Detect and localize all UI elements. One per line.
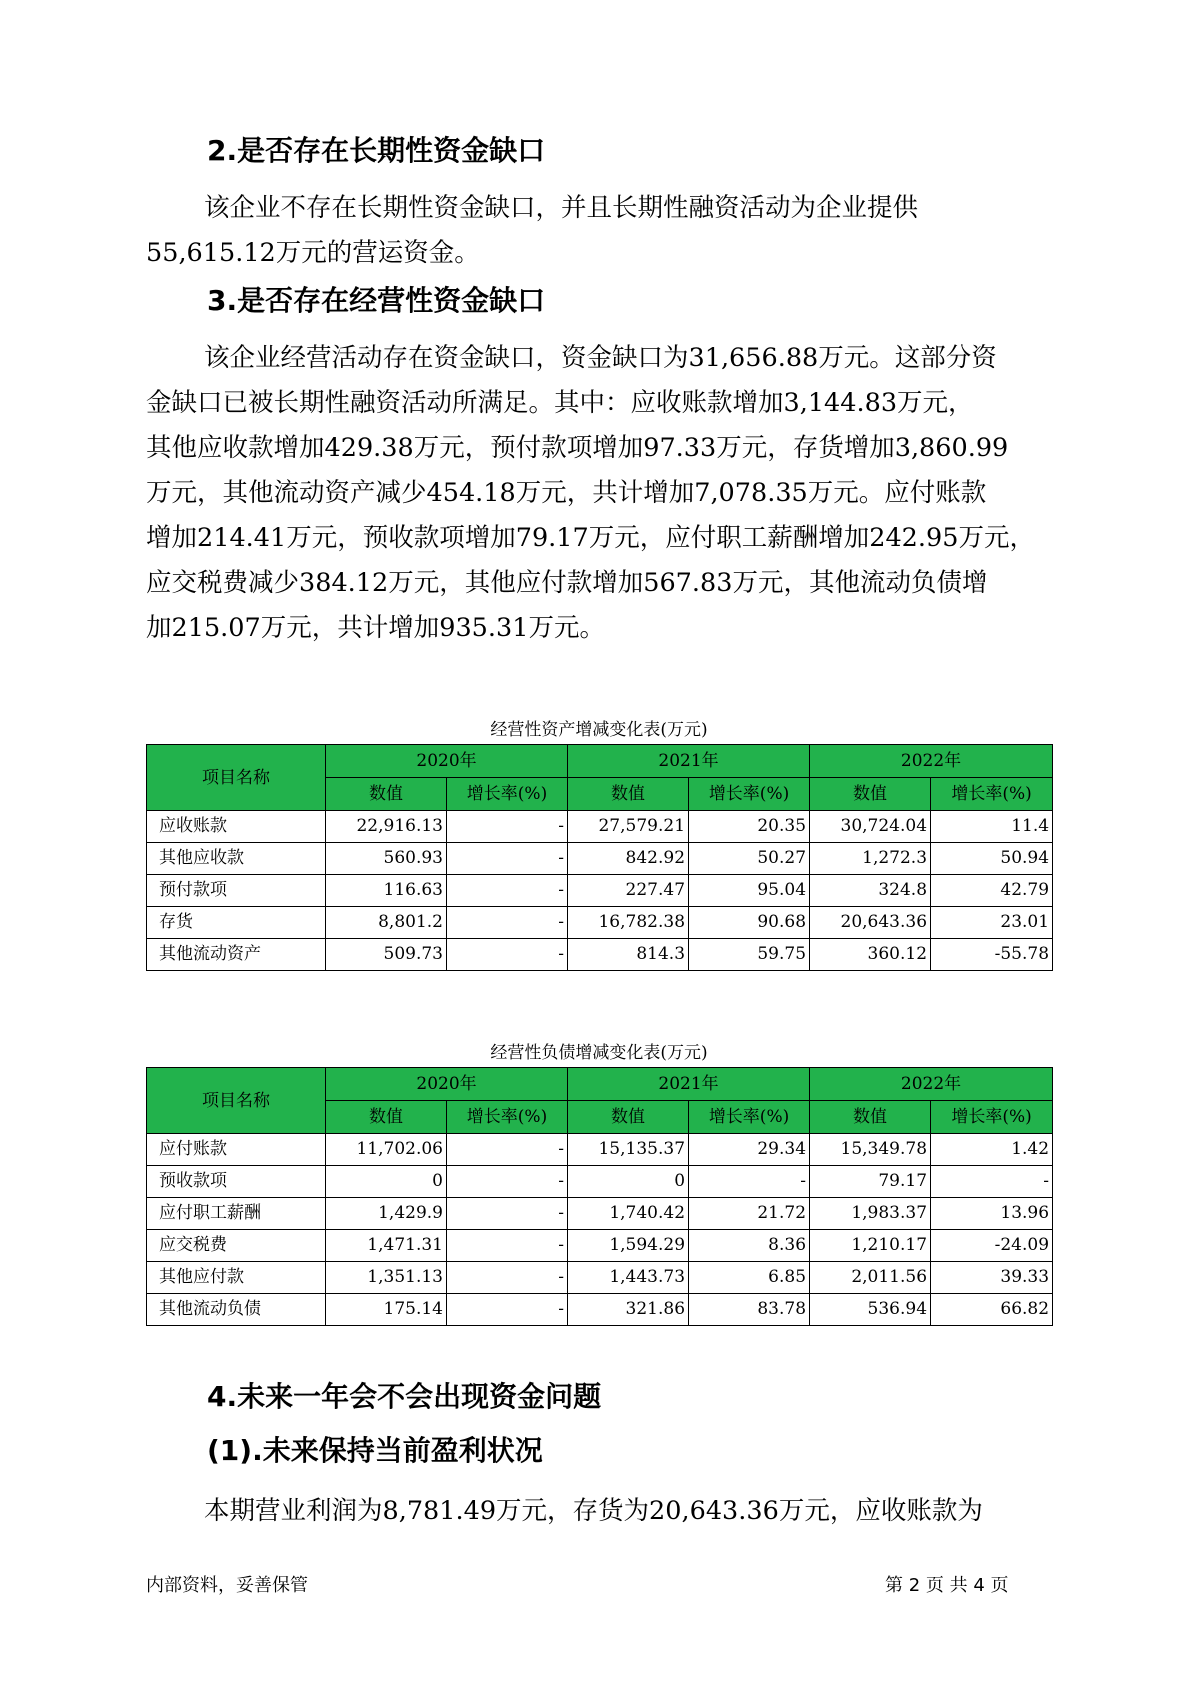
cell-value: 321.86 [568,1294,689,1326]
cell-value: 1,471.31 [326,1230,447,1262]
table-row [147,1262,1053,1294]
cell-value: 1,740.42 [568,1198,689,1230]
cell-value: 0 [326,1166,447,1198]
table-caption-liabilities: 经营性负债增减变化表(万元) [490,1043,708,1063]
cell-growth-rate: 59.75 [689,939,810,971]
table-operating-assets [146,744,1053,971]
cell-value: 79.17 [810,1166,931,1198]
row-item-name: 应交税费 [147,1230,326,1262]
cell-value: 560.93 [326,843,447,875]
header-year: 2020年 [326,1068,568,1101]
cell-growth-rate: 23.01 [931,907,1053,939]
cell-growth-rate: 13.96 [931,1198,1053,1230]
header-growth: 增长率(%) [931,1101,1053,1134]
cell-value: 0 [568,1166,689,1198]
row-item-name: 预收款项 [147,1166,326,1198]
text-line: 该企业不存在长期性资金缺口，并且长期性融资活动为企业提供 [204,193,919,223]
cell-value: 175.14 [326,1294,447,1326]
header-year: 2021年 [568,745,810,778]
cell-growth-rate: - [447,939,568,971]
cell-growth-rate: 50.27 [689,843,810,875]
cell-growth-rate: - [447,907,568,939]
table-row [147,875,1053,907]
table-row [147,1230,1053,1262]
heading-current-profit: (1).未来保持当前盈利状况 [207,1434,543,1467]
cell-value: 20,643.36 [810,907,931,939]
heading-operating-gap: 3.是否存在经营性资金缺口 [207,284,546,317]
table-row [147,1294,1053,1326]
cell-value: 1,210.17 [810,1230,931,1262]
header-year: 2021年 [568,1068,810,1101]
row-item-name: 其他流动负债 [147,1294,326,1326]
text-line: 万元，其他流动资产减少454.18万元，共计增加7,078.35万元。应付账款 [146,478,987,508]
header-growth: 增长率(%) [447,1101,568,1134]
table-operating-liabilities [146,1067,1053,1326]
cell-value: 1,429.9 [326,1198,447,1230]
cell-growth-rate: - [447,1166,568,1198]
header-growth: 增长率(%) [689,778,810,811]
table-row [147,1134,1053,1166]
table-row [147,907,1053,939]
paragraph-operating-gap [146,336,1051,651]
cell-value: 814.3 [568,939,689,971]
row-item-name: 其他流动资产 [147,939,326,971]
cell-growth-rate: 90.68 [689,907,810,939]
text-line: 本期营业利润为8,781.49万元，存货为20,643.36万元，应收账款为 [204,1496,983,1526]
header-value: 数值 [568,1101,689,1134]
table-row [147,1198,1053,1230]
cell-value: 1,351.13 [326,1262,447,1294]
header-year: 2022年 [810,745,1053,778]
cell-value: 1,443.73 [568,1262,689,1294]
row-item-name: 应付账款 [147,1134,326,1166]
text-line: 其他应收款增加429.38万元，预付款项增加97.33万元，存货增加3,860.99 [146,433,1009,463]
cell-value: 536.94 [810,1294,931,1326]
cell-growth-rate: - [447,1294,568,1326]
cell-value: 15,135.37 [568,1134,689,1166]
cell-value: 227.47 [568,875,689,907]
footer-page-number: 第 2 页 共 4 页 [885,1575,1009,1596]
header-value: 数值 [326,778,447,811]
cell-growth-rate: - [447,843,568,875]
paragraph-operating-profit [146,1489,1051,1534]
cell-growth-rate: 29.34 [689,1134,810,1166]
cell-value: 11,702.06 [326,1134,447,1166]
cell-growth-rate: - [447,1134,568,1166]
cell-value: 842.92 [568,843,689,875]
table-header-row [147,1068,1053,1101]
cell-growth-rate: 1.42 [931,1134,1053,1166]
header-value: 数值 [810,1101,931,1134]
table-row [147,939,1053,971]
header-growth: 增长率(%) [447,778,568,811]
cell-growth-rate: 8.36 [689,1230,810,1262]
header-value: 数值 [568,778,689,811]
table-header-row [147,745,1053,778]
table-row [147,1166,1053,1198]
cell-growth-rate: 66.82 [931,1294,1053,1326]
text-line: 加215.07万元，共计增加935.31万元。 [146,613,605,643]
cell-growth-rate: - [447,1230,568,1262]
header-item-name: 项目名称 [147,1068,326,1134]
cell-growth-rate: - [447,875,568,907]
table-caption-assets: 经营性资产增减变化表(万元) [490,720,708,740]
cell-growth-rate: -55.78 [931,939,1053,971]
cell-growth-rate: 39.33 [931,1262,1053,1294]
row-item-name: 其他应付款 [147,1262,326,1294]
cell-growth-rate: 21.72 [689,1198,810,1230]
cell-value: 1,983.37 [810,1198,931,1230]
header-year: 2020年 [326,745,568,778]
cell-value: 22,916.13 [326,811,447,843]
cell-growth-rate: 11.4 [931,811,1053,843]
cell-growth-rate: -24.09 [931,1230,1053,1262]
cell-growth-rate: 50.94 [931,843,1053,875]
cell-value: 1,272.3 [810,843,931,875]
paragraph-long-term-gap [146,186,1051,276]
row-item-name: 其他应收款 [147,843,326,875]
cell-growth-rate: - [447,1198,568,1230]
cell-value: 1,594.29 [568,1230,689,1262]
cell-growth-rate: - [447,1262,568,1294]
row-item-name: 预付款项 [147,875,326,907]
cell-value: 16,782.38 [568,907,689,939]
text-line: 金缺口已被长期性融资活动所满足。其中：应收账款增加3,144.83万元， [146,388,974,418]
heading-long-term-gap: 2.是否存在长期性资金缺口 [207,134,546,167]
header-growth: 增长率(%) [931,778,1053,811]
row-item-name: 应付职工薪酬 [147,1198,326,1230]
cell-growth-rate: 6.85 [689,1262,810,1294]
header-year: 2022年 [810,1068,1053,1101]
footer-confidential: 内部资料，妥善保管 [146,1575,308,1596]
cell-value: 324.8 [810,875,931,907]
cell-growth-rate: 95.04 [689,875,810,907]
header-growth: 增长率(%) [689,1101,810,1134]
cell-value: 2,011.56 [810,1262,931,1294]
cell-value: 509.73 [326,939,447,971]
row-item-name: 应收账款 [147,811,326,843]
cell-growth-rate: 42.79 [931,875,1053,907]
table-row [147,843,1053,875]
text-line: 增加214.41万元，预收款项增加79.17万元，应付职工薪酬增加242.95万元， [146,523,1035,553]
text-line: 应交税费减少384.12万元，其他应付款增加567.83万元，其他流动负债增 [146,568,988,598]
text-line: 该企业经营活动存在资金缺口，资金缺口为31,656.88万元。这部分资 [204,343,997,373]
cell-value: 27,579.21 [568,811,689,843]
cell-growth-rate: 83.78 [689,1294,810,1326]
header-value: 数值 [810,778,931,811]
cell-value: 30,724.04 [810,811,931,843]
header-item-name: 项目名称 [147,745,326,811]
cell-growth-rate: - [689,1166,810,1198]
cell-value: 116.63 [326,875,447,907]
row-item-name: 存货 [147,907,326,939]
cell-growth-rate: 20.35 [689,811,810,843]
cell-growth-rate: - [931,1166,1053,1198]
cell-value: 8,801.2 [326,907,447,939]
text-line: 55,615.12万元的营运资金。 [146,238,480,268]
cell-value: 360.12 [810,939,931,971]
table-row [147,811,1053,843]
cell-growth-rate: - [447,811,568,843]
cell-value: 15,349.78 [810,1134,931,1166]
header-value: 数值 [326,1101,447,1134]
heading-future-funding: 4.未来一年会不会出现资金问题 [207,1380,602,1413]
